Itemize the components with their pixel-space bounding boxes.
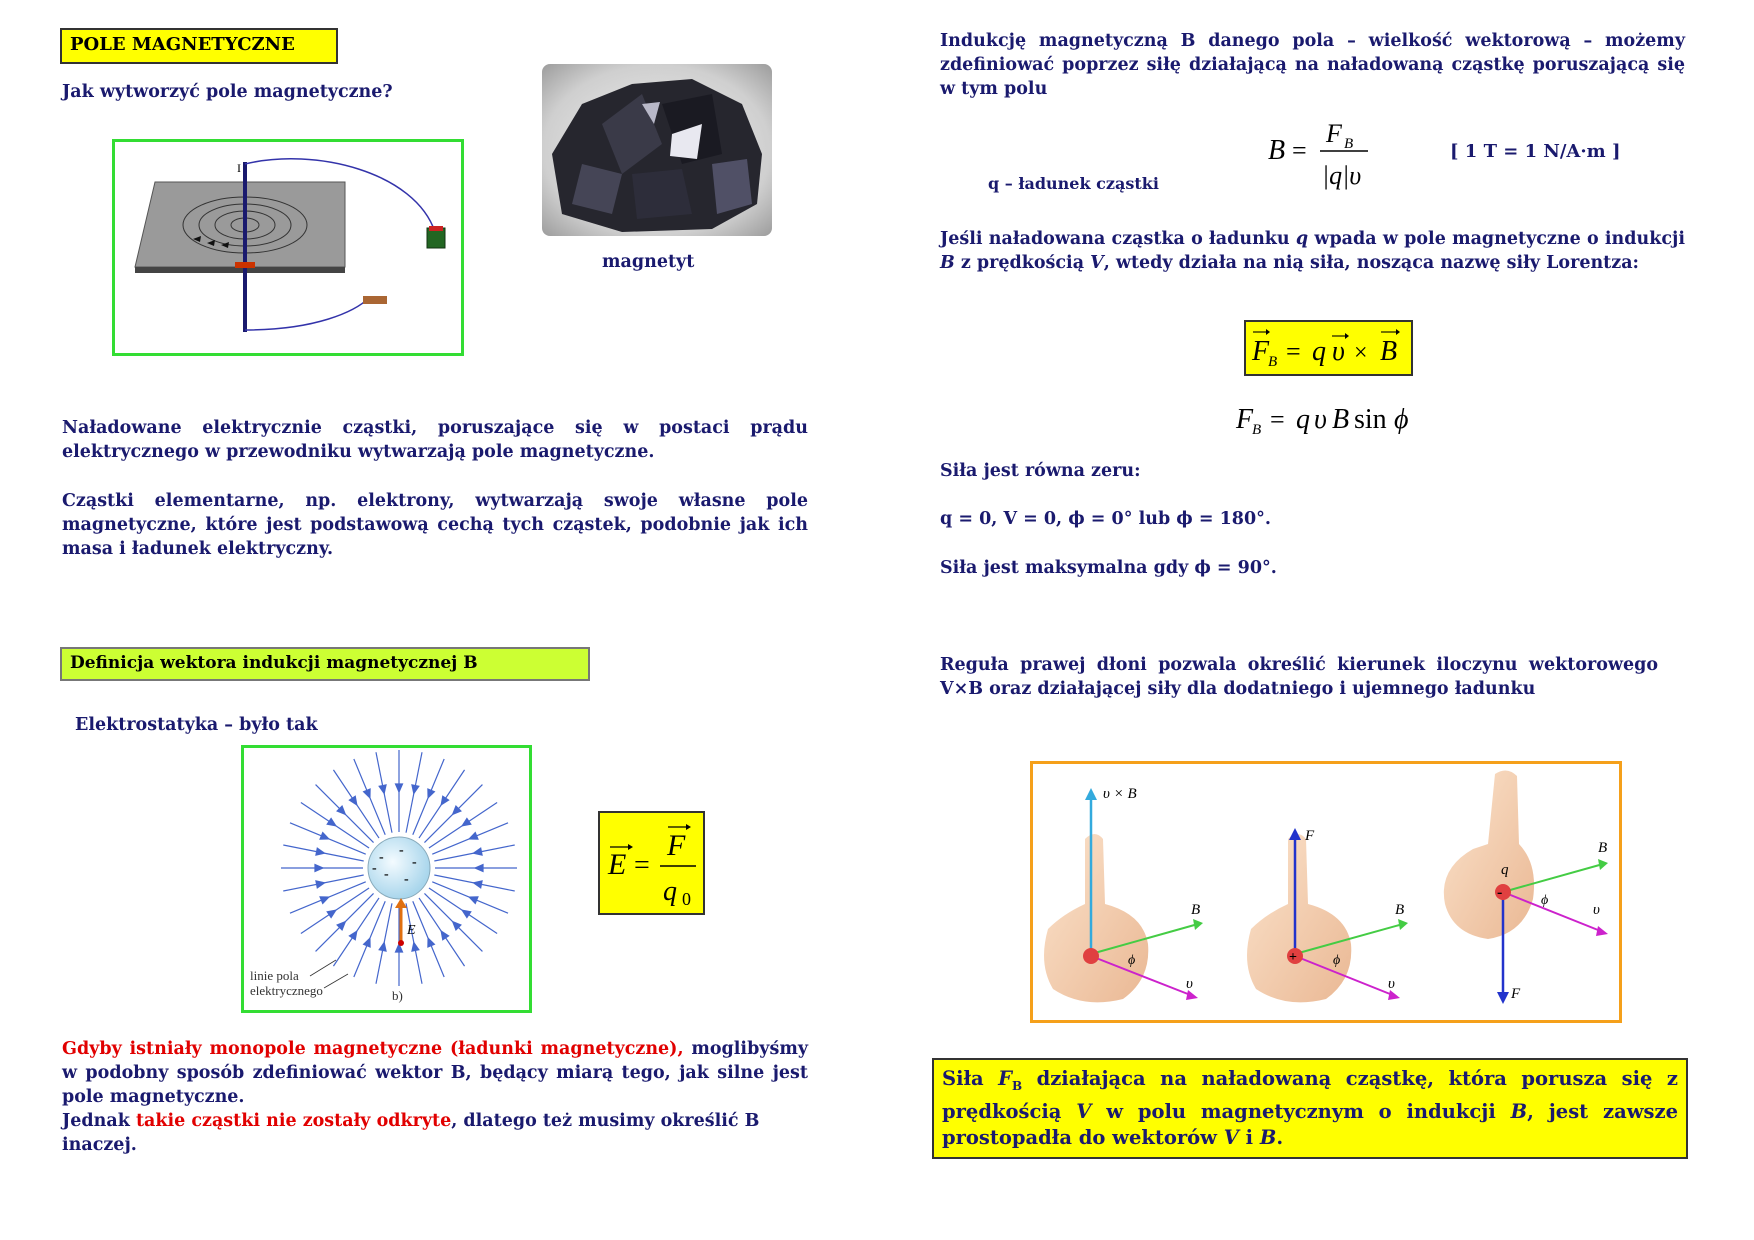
svg-text:+: + [1289, 950, 1297, 965]
lorentz-b: wpada w pole magnetyczne o indukcji [1308, 229, 1685, 249]
conclusion-b: działająca na naładowaną cząstkę, która porusza się z prędkością [942, 1067, 1678, 1123]
hand2-v-label: υ [1388, 976, 1395, 992]
field-arrow [327, 910, 336, 917]
conclusion-c: w polu magnetycznym o indukcji [1091, 1099, 1511, 1123]
hand3-b-label: B [1598, 840, 1608, 856]
charge-label: q – ładunek cząstki [988, 174, 1159, 193]
paragraph-elementary: Cząstki elementarne, np. elektrony, wytwarzają swoje własne pole magnetyczne, które jest podstawową cechą tych cząstek, podobnie jak ich masa i ładunek elektryczny. [62, 491, 808, 559]
field-arrow [475, 865, 483, 872]
svg-text:B: B [1268, 354, 1278, 370]
field-arrow [396, 784, 403, 792]
monopole-red-text: Gdyby istniały monopole magnetyczne (ładunki magnetyczne), [62, 1039, 684, 1059]
wire-field-diagram [115, 142, 461, 353]
svg-text:B: B [1332, 404, 1350, 435]
zero-force-title: Siła jest równa zeru: [940, 461, 1141, 481]
hand2-b-label: B [1395, 902, 1405, 918]
svg-text:B: B [1252, 422, 1262, 438]
svg-text:υ: υ [1314, 404, 1327, 435]
conclusion-B2: B [1259, 1125, 1277, 1149]
conclusion-f: . [1276, 1125, 1284, 1149]
hand-3 [1444, 770, 1608, 1004]
svg-text:-: - [379, 850, 384, 865]
svg-text:-: - [404, 872, 409, 887]
field-arrow [316, 848, 325, 855]
hand-1 [1044, 786, 1203, 1002]
field-arrow [428, 789, 434, 798]
right-hand-rule-text: Reguła prawej dłoni pozwala określić kierunek iloczynu wektorowego V×B oraz działającej siły dla dodatniego i ujemnego ładunku [940, 655, 1658, 699]
not-discovered-paragraph [62, 1109, 808, 1157]
formula-e-num: F [667, 829, 686, 862]
not-discovered-red: takie cząstki nie zostały odkryte [135, 1111, 452, 1131]
magnetite-photo [542, 64, 772, 236]
field-arrow [379, 943, 386, 952]
svg-text:-: - [412, 855, 417, 870]
magnetite-caption: magnetyt [602, 252, 695, 272]
lorentz-d: , wtedy działa na nią siła, nosząca nazwę siły Lorentza: [1103, 253, 1639, 273]
field-arrow [412, 785, 419, 794]
electric-field-figure [241, 745, 532, 1013]
formula-b-num: F [1326, 119, 1342, 148]
formula-e-den-sub: 0 [682, 889, 691, 909]
formula-e-den: q [663, 876, 677, 907]
svg-text:sin: sin [1354, 404, 1387, 435]
monopole-blue-text: moglibyśmy w podobny sposób zdefiniować wektor B, będący miarą tego, jak silne jest pole magnetyczne. [62, 1039, 809, 1107]
electrostatics-label: Elektrostatyka – było tak [75, 715, 318, 735]
induction-intro: Indukcję magnetyczną B danego pola – wielkość wektorową – możemy zdefiniować poprzez siłę działającą na naładowaną cząstkę poruszającą się w tym polu [940, 31, 1685, 99]
conclusion-sub: B [1011, 1078, 1023, 1093]
svg-text:-: - [372, 861, 377, 876]
page-title: POLE MAGNETYCZNE [60, 28, 338, 64]
lorentz-a: Jeśli naładowana cząstka o ładunku [940, 229, 1296, 249]
max-force-condition: Siła jest maksymalna gdy ϕ = 90°. [940, 558, 1277, 578]
svg-text:=: = [1292, 136, 1307, 165]
lorentz-scalar-formula [1232, 398, 1422, 438]
field-arrow [412, 943, 419, 952]
field-arrow [428, 938, 434, 947]
not-discovered-a: Jednak [62, 1111, 136, 1131]
field-arrow [315, 865, 323, 872]
electric-field-diagram [244, 748, 529, 1010]
hand2-fb-label: F [1305, 828, 1315, 844]
formula-e-lhs: E [608, 848, 627, 881]
field-lines-label-2: elektrycznego [250, 983, 323, 998]
field-e-label: E [407, 923, 416, 938]
svg-text:q: q [1312, 336, 1326, 367]
hand1-phi-label: ϕ [1128, 953, 1136, 968]
hand3-phi-label: ϕ [1541, 893, 1549, 908]
field-arrow [379, 785, 386, 794]
formula-b-num-sub: B [1344, 136, 1354, 152]
formula-b-lhs: B [1268, 135, 1286, 166]
svg-text:υ: υ [1332, 336, 1345, 367]
monopole-paragraph [62, 1037, 808, 1109]
hand3-v-label: υ [1593, 902, 1600, 918]
field-arrow [349, 796, 356, 805]
field-arrow [316, 881, 325, 888]
svg-text:B: B [1380, 336, 1398, 367]
lorentz-q: q [1295, 229, 1309, 249]
hand2-phi-label: ϕ [1333, 953, 1341, 968]
not-discovered-b: , dlatego też musimy określić B inaczej. [62, 1111, 760, 1155]
field-arrow [320, 833, 329, 839]
field-arrow [462, 910, 471, 917]
lorentz-vector-formula [1244, 320, 1413, 376]
tesla-unit: [ 1 T = 1 N/A·m ] [1450, 141, 1621, 162]
wire-field-figure [112, 139, 464, 356]
conclusion-B: B [1510, 1099, 1528, 1123]
field-arrow [441, 931, 448, 940]
field-arrow [320, 897, 329, 903]
hand-2 [1247, 828, 1408, 1002]
field-arrow [474, 848, 483, 855]
svg-text:ϕ: ϕ [1394, 404, 1409, 435]
field-lines-label-1: linie pola [250, 968, 299, 983]
svg-text:=: = [634, 850, 650, 881]
svg-text:-: - [399, 843, 404, 858]
conclusion-box [932, 1058, 1688, 1159]
svg-text:I: I [237, 161, 241, 175]
svg-text:=: = [1270, 405, 1285, 434]
hand3-fb-label: F [1511, 986, 1521, 1002]
zero-force-conditions: q = 0, V = 0, ϕ = 0° lub ϕ = 180°. [940, 509, 1271, 529]
field-arrow [364, 938, 370, 947]
field-arrow [441, 796, 448, 805]
lorentz-V: V [1090, 253, 1104, 273]
svg-text:F: F [1236, 404, 1254, 435]
right-hand-rule-figure [1030, 761, 1622, 1023]
conclusion-V: V [1076, 1099, 1092, 1123]
field-sub-label: b) [392, 988, 403, 1003]
conclusion-a: Siła [942, 1067, 999, 1090]
field-arrow [469, 897, 478, 903]
field-arrow [364, 789, 370, 798]
question-text: Jak wytworzyć pole magnetyczne? [62, 82, 393, 102]
field-arrow [349, 931, 356, 940]
right-hand-rule-diagram [1033, 764, 1619, 1020]
svg-text:=: = [1286, 337, 1301, 366]
hand1-v-label: υ [1186, 976, 1193, 992]
conclusion-F: F [998, 1067, 1012, 1090]
svg-text:-: - [1497, 884, 1503, 901]
lorentz-c: z prędkością [954, 253, 1091, 273]
field-arrow [474, 881, 483, 888]
magnetite-crystal-image [542, 64, 772, 236]
svg-text:×: × [1354, 340, 1368, 366]
paragraph-current: Naładowane elektrycznie cząstki, poruszające się w postaci prądu elektrycznego w przewodniku wytwarzają pole magnetyczne. [62, 418, 808, 462]
definition-title: Definicja wektora indukcji magnetycznej B [60, 647, 590, 681]
conclusion-d: , jest zawsze prostopadła do wektorów [942, 1099, 1678, 1149]
field-arrow [327, 818, 336, 825]
field-arrow [469, 833, 478, 839]
field-arrow [462, 818, 471, 825]
hand3-q-label: q [1501, 862, 1509, 878]
hand1-b-label: B [1191, 902, 1201, 918]
svg-text:-: - [384, 867, 389, 882]
lorentz-B: B [940, 253, 955, 273]
lorentz-paragraph [940, 227, 1685, 275]
svg-text:q: q [1296, 404, 1310, 435]
induction-formula [1262, 115, 1372, 197]
electric-field-formula [598, 811, 705, 915]
svg-text:F: F [1252, 336, 1270, 367]
conclusion-V2: V [1223, 1125, 1239, 1149]
conclusion-e: i [1238, 1125, 1260, 1149]
formula-b-den: |q|υ [1322, 161, 1362, 190]
hand1-vxb-label: υ × B [1103, 786, 1137, 802]
